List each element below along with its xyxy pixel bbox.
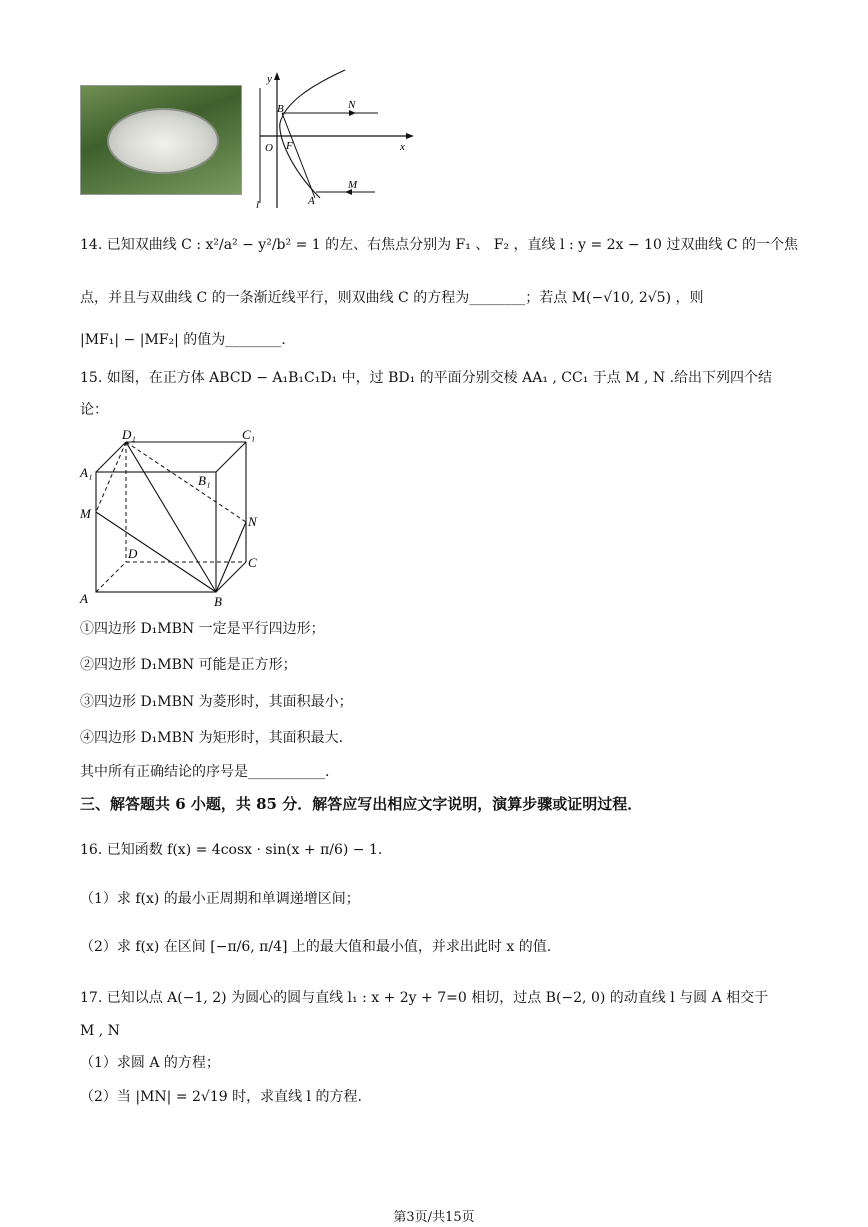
q15-option-3: ③四边形 D₁MBN 为菱形时，其面积最小； xyxy=(80,694,353,710)
q15-option-1: ①四边形 D₁MBN 一定是平行四边形； xyxy=(80,621,325,637)
fig-label-l: l xyxy=(256,199,260,210)
q14-line1: 14. 已知双曲线 C : x²/a² − y²/b² = 1 的左、右焦点分别为 F₁ 、 F₂ ，直线 l : y = 2x − 10 过双曲线 C 的一个焦 xyxy=(80,237,798,253)
cube-label-n: N xyxy=(248,514,257,529)
q16-part1: （1）求 f(x) 的最小正周期和单调递增区间； xyxy=(80,891,360,907)
cube-label-m: M xyxy=(80,506,91,521)
q17-part1: （1）求圆 A 的方程； xyxy=(80,1055,220,1071)
q17-line1: 17. 已知以点 A(−1, 2) 为圆心的圆与直线 l₁ : x + 2y + 7=0 相切，过点 B(−2, 0) 的动直线 l 与圆 A 相交于 xyxy=(80,990,769,1006)
cube-label-d: D xyxy=(128,546,138,561)
cube-label-d1: D₁ xyxy=(122,427,136,442)
fig-label-n: N xyxy=(348,99,356,111)
q16-stem: 16. 已知函数 f(x) = 4cosx · sin(x + π/6) − 1. xyxy=(80,842,383,858)
cube-label-c1: C₁ xyxy=(242,427,256,442)
page-footer: 第3页/共15页 xyxy=(393,1210,475,1225)
cube-label-a: A xyxy=(80,591,88,606)
cube-figure xyxy=(78,425,268,615)
q17-part2: （2）当 |MN| = 2√19 时，求直线 l 的方程. xyxy=(80,1089,362,1105)
fig-label-y: y xyxy=(267,73,272,85)
q16-part2: （2）求 f(x) 在区间 [−π/6, π/4] 上的最大值和最小值，并求出此时 x 的值. xyxy=(80,939,552,955)
q15-option-4: ④四边形 D₁MBN 为矩形时，其面积最大. xyxy=(80,730,344,746)
q15-answer-line: 其中所有正确结论的序号是___________. xyxy=(80,764,330,780)
q14-line2: 点，并且与双曲线 C 的一条渐近线平行，则双曲线 C 的方程为________；若点 M(−√10, 2√5) ，则 xyxy=(80,290,704,306)
cube-label-b: B xyxy=(214,594,222,609)
dish-image xyxy=(107,108,219,174)
q15-line2: 论： xyxy=(80,402,108,418)
parabola-figure xyxy=(250,68,420,210)
q15-line1: 15. 如图，在正方体 ABCD − A₁B₁C₁D₁ 中，过 BD₁ 的平面分别交棱 AA₁ , CC₁ 于点 M , N .给出下列四个结 xyxy=(80,370,773,386)
q17-line2: M , N xyxy=(80,1023,120,1039)
fig-label-f: F xyxy=(286,140,293,152)
fig-label-o: O xyxy=(265,142,273,154)
cube-label-a1: A₁ xyxy=(80,465,93,480)
telescope-photo xyxy=(80,85,242,195)
section3-heading: 三、解答题共 6 小题，共 85 分．解答应写出相应文字说明，演算步骤或证明过程． xyxy=(80,795,643,813)
cube-label-b1: B₁ xyxy=(198,473,211,488)
fig-label-x: x xyxy=(400,141,405,153)
cube-label-c: C xyxy=(248,555,257,570)
q14-line3: |MF₁| − |MF₂| 的值为________. xyxy=(80,332,286,348)
fig-label-b: B xyxy=(277,103,284,115)
q15-option-2: ②四边形 D₁MBN 可能是正方形； xyxy=(80,657,297,673)
fig-label-a: A xyxy=(308,195,315,207)
fig-label-m: M xyxy=(348,179,358,191)
